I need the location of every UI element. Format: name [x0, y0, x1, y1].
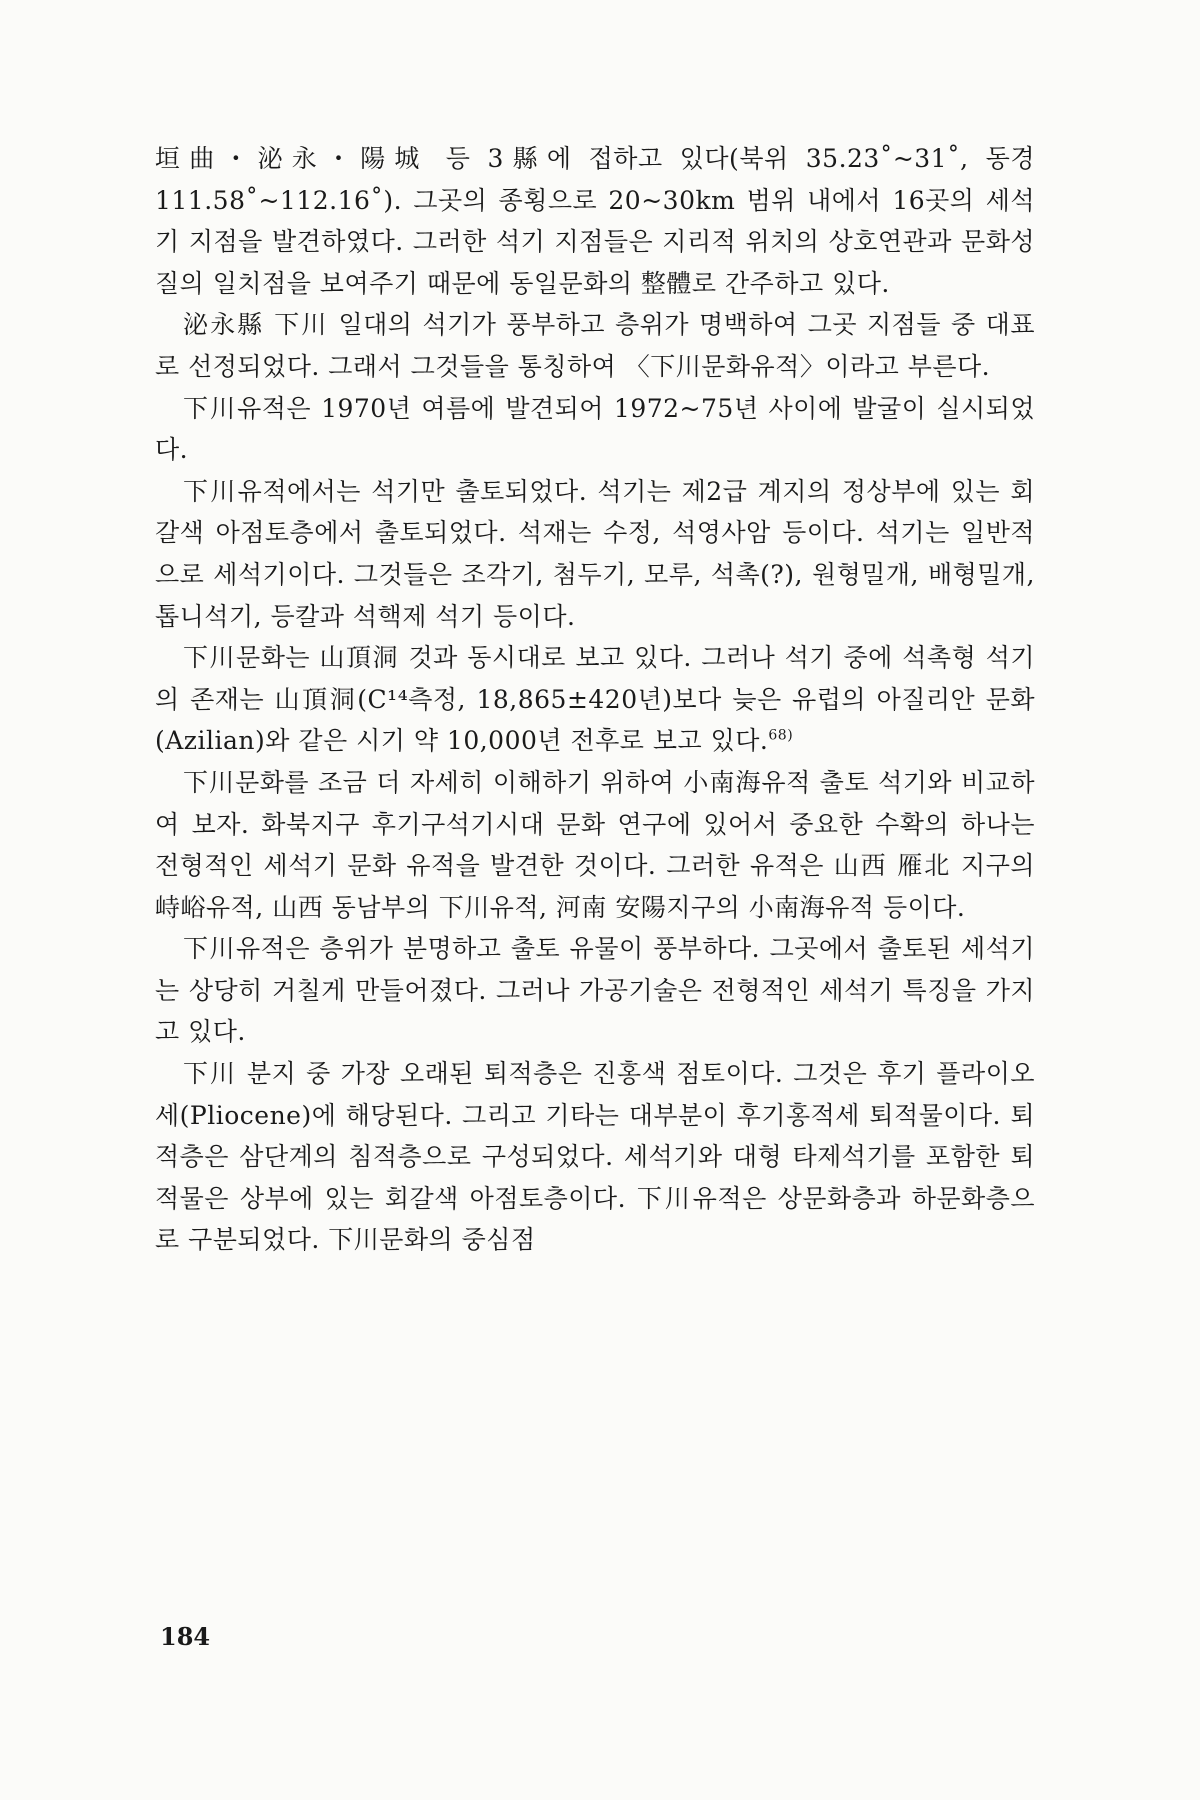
paragraph-7: 下川유적은 층위가 분명하고 출토 유물이 풍부하다. 그곳에서 출토된 세석기는 상당히 거칠게 만들어졌다. 그러나 가공기술은 전형적인 세석기 특징을 가지고 있다.: [155, 934, 1035, 1047]
paragraph-4: 下川유적에서는 석기만 출토되었다. 석기는 제2급 계지의 정상부에 있는 회갈색 아점토층에서 출토되었다. 석재는 수정, 석영사암 등이다. 석기는 일반적으로 세석기이다. 그것들은 조각기, 첨두기, 모루, 석촉(?), 원형밀개, 배형밀개, 톱니석기, 등칼과 석핵제 석기 등이다.: [155, 476, 1035, 631]
paragraph-5-text: 下川문화는 山頂洞 것과 동시대로 보고 있다. 그러나 석기 중에 석촉형 석기의 존재는 山頂洞(C¹⁴측정, 18,865±420년)보다 늦은 유럽의 아질리안 문화(Azilian)와 같은 시기 약 10,000년 전후로 보고 있다.: [155, 643, 1035, 756]
paragraph-6: 下川문화를 조금 더 자세히 이해하기 위하여 小南海유적 출토 석기와 비교하여 보자. 화북지구 후기구석기시대 문화 연구에 있어서 중요한 수확의 하나는 전형적인 세석기 문화 유적을 발견한 것이다. 그러한 유적은 山西 雁北 지구의 峙峪유적, 山西 동남부의 下川유적, 河南 安陽지구의 小南海유적 등이다.: [155, 767, 1035, 922]
paragraph-5: [155, 637, 1035, 762]
paragraph-8: 下川 분지 중 가장 오래된 퇴적층은 진홍색 점토이다. 그것은 후기 플라이오세(Pliocene)에 해당된다. 그리고 기타는 대부분이 후기홍적세 퇴적물이다. 퇴적층은 삼단계의 침적층으로 구성되었다. 세석기와 대형 타제석기를 포함한 퇴적물은 상부에 있는 회갈색 아점토층이다. 下川유적은 상문화층과 하문화층으로 구분되었다. 下川문화의 중심점: [155, 1059, 1035, 1255]
paragraph-3: 下川유적은 1970년 여름에 발견되어 1972~75년 사이에 발굴이 실시되었다.: [155, 393, 1035, 465]
footnote-reference: 68): [768, 727, 794, 744]
page-number: 184: [160, 1622, 211, 1651]
paragraph-2: 泌永縣 下川 일대의 석기가 풍부하고 층위가 명백하여 그곳 지점들 중 대표로 선정되었다. 그래서 그것들을 통칭하여 〈下川문화유적〉이라고 부른다.: [155, 310, 1035, 381]
paragraph-1: 垣曲・泌永・陽城 등 3縣에 접하고 있다(북위 35.23˚~31˚, 동경 111.58˚~112.16˚). 그곳의 종횡으로 20~30km 범위 내에서 16곳의 세석기 지점을 발견하였다. 그러한 석기 지점들은 지리적 위치의 상호연관과 문화성질의 일치점을 보여주기 때문에 동일문화의 整體로 간주하고 있다.: [155, 144, 1035, 298]
body-text: [155, 138, 1035, 1261]
